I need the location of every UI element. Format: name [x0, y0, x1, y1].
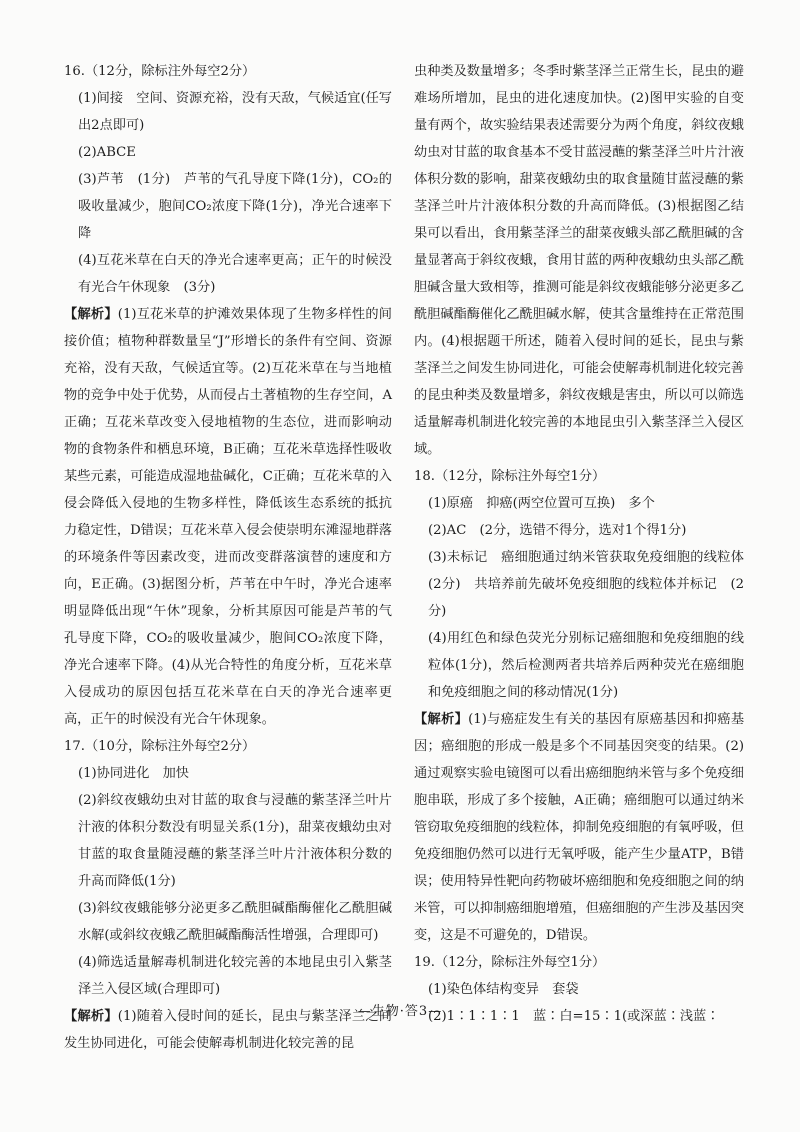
left-paragraph: [64, 733, 392, 760]
right-paragraph: [414, 706, 744, 949]
right-paragraph: [414, 544, 758, 625]
paragraph-text: (1)协同进化 加快: [78, 766, 189, 781]
paragraph-text: (3)芦苇 (1分) 芦苇的气孔导度下降(1分)，CO₂的吸收量减少，胞间CO₂浓度下降(1分)，净光合速率下降: [78, 172, 392, 241]
paragraph-text: (4)互花米草在白天的净光合速率更高；正午的时候没有光合午休现象 (3分): [78, 253, 392, 295]
paragraph-text: 17.（10分，除标注外每空2分）: [64, 739, 256, 754]
analysis-tag: 【解析】: [414, 712, 469, 727]
right-paragraph: [414, 949, 744, 976]
paragraph-text: (4)用红色和绿色荧光分别标记癌细胞和免疫细胞的线粒体(1分)，然后检测两者共培养后两种荧光在癌细胞和免疫细胞之间的移动情况(1分): [428, 631, 744, 700]
page-footer: —生物·答3—: [357, 1004, 443, 1019]
left-paragraph: [64, 58, 392, 85]
left-paragraph: [64, 895, 392, 949]
left-column: [64, 58, 392, 1057]
paragraph-text: 虫种类及数量增多；冬季时紫茎泽兰正常生长，昆虫的避难场所增加，昆虫的进化速度加快。(2)图甲实验的自变量有两个，故实验结果表述需要分为两个角度，斜纹夜蛾幼虫对甘蓝的取食基本不受甘蓝浸蘸的紫茎泽兰叶片汁液体积分数的影响，甜菜夜蛾幼虫的取食量随甘蓝浸蘸的紫茎泽兰叶片汁液体积分数的升高而降低。(3)根据图乙结果可以看出，食用紫茎泽兰的甜菜夜蛾头部乙酰胆碱的含量显著高于斜纹夜蛾，食用甘蓝的两种夜蛾幼虫头部乙酰胆碱含量大致相等，推测可能是斜纹夜蛾能够分泌更多乙酰胆碱酯酶催化乙酰胆碱水解，使其含量维持在正常范围内。(4)根据题干所述，随着入侵时间的延长，昆虫与紫茎泽兰之间发生协同进化，可能会使解毒机制进化较完善的昆虫种类及数量增多，斜纹夜蛾是害虫，所以可以筛选适量解毒机制进化较完善的本地昆虫引入紫茎泽兰入侵区域。: [414, 64, 744, 457]
paragraph-text: (2)AC (2分，选错不得分，选对1个得1分): [428, 523, 687, 538]
left-paragraph: [64, 247, 392, 301]
right-paragraph: [414, 490, 744, 517]
right-paragraph: [414, 517, 744, 544]
right-paragraph: [414, 58, 744, 463]
paragraph-text: (4)筛选适量解毒机制进化较完善的本地昆虫引入紫茎泽兰入侵区域(合理即可): [78, 955, 392, 997]
paragraph-text: (1)与癌症发生有关的基因有原癌基因和抑癌基因；癌细胞的形成一般是多个不同基因突变的结果。(2)通过观察实验电镜图可以看出癌细胞纳米管与多个免疫细胞串联，形成了多个接触，A正确；癌细胞可以通过纳米管窃取免疫细胞的线粒体，抑制免疫细胞的有氧呼吸，但免疫细胞仍然可以进行无氧呼吸，能产生少量ATP，B错误；使用特异性靶向药物破坏癌细胞和免疫细胞之间的纳米管，可以抑制癌细胞增殖，但癌细胞的产生涉及基因突变，这是不可避免的，D错误。: [414, 712, 745, 943]
paragraph-text: (2)斜纹夜蛾幼虫对甘蓝的取食与浸蘸的紫茎泽兰叶片汁液的体积分数没有明显关系(1分)，甜菜夜蛾幼虫对甘蓝的取食量随浸蘸的紫茎泽兰叶片汁液体积分数的升高而降低(1分): [78, 793, 392, 889]
left-paragraph: [64, 949, 392, 1003]
paragraph-text: (2)1∶1∶1∶1 蓝∶白=15∶1(或深蓝∶浅蓝∶: [428, 1009, 720, 1024]
right-paragraph: [414, 976, 744, 1003]
paragraph-text: 19.（12分，除标注外每空1分）: [414, 955, 606, 970]
paragraph-text: 16.（12分，除标注外每空2分）: [64, 64, 256, 79]
paragraph-text: (3)未标记 癌细胞通过纳米管获取免疫细胞的线粒体 (2分) 共培养前先破坏免疫细胞的线粒体并标记 (2分): [428, 550, 758, 619]
paragraph-text: 18.（12分，除标注外每空1分）: [414, 469, 606, 484]
left-paragraph: [64, 301, 392, 733]
left-paragraph: [64, 85, 392, 139]
paragraph-text: (3)斜纹夜蛾能够分泌更多乙酰胆碱酯酶催化乙酰胆碱水解(或斜纹夜蛾乙酰胆碱酯酶活性增强，合理即可): [78, 901, 392, 943]
paragraph-text: (1)原癌 抑癌(两空位置可互换) 多个: [428, 496, 655, 511]
paragraph-text: (1)随着入侵时间的延长，昆虫与紫茎泽兰之间发生协同进化，可能会使解毒机制进化较完善的昆: [64, 1009, 392, 1051]
left-paragraph: [64, 166, 392, 247]
right-paragraph: [414, 463, 744, 490]
left-paragraph: [64, 760, 392, 787]
right-paragraph: [414, 625, 744, 706]
paragraph-text: (1)间接 空间、资源充裕，没有天敌，气候适宜(任写出2点即可): [78, 91, 392, 133]
right-column: [414, 58, 758, 1030]
left-paragraph: [64, 139, 392, 166]
paragraph-text: (1)互花米草的护滩效果体现了生物多样性的间接价值；植物种群数量呈“J”形增长的条件有空间、资源充裕，没有天敌，气候适宜等。(2)互花米草在与当地植物的竞争中处于优势，从而侵占土著植物的生存空间，A正确；互花米草改变入侵地植物的生态位，进而影响动物的食物条件和栖息环境，B正确；互花米草选择性吸收某些元素，可能造成湿地盐碱化，C正确；互花米草的入侵会降低入侵地的生物多样性，降低该生态系统的抵抗力稳定性，D错误；互花米草入侵会使崇明东滩湿地群落的环境条件等因素改变，进而改变群落演替的速度和方向，E正确。(3)据图分析，芦苇在中午时，净光合速率明显降低出现“午休”现象，分析其原因可能是芦苇的气孔导度下降，CO₂的吸收量减少，胞间CO₂浓度下降，净光合速率下降。(4)从光合特性的角度分析，互花米草入侵成功的原因包括互花米草在白天的净光合速率更高，正午的时候没有光合午休现象。: [64, 307, 392, 727]
left-paragraph: [64, 787, 392, 895]
paragraph-text: (1)染色体结构变异 套袋: [428, 982, 579, 997]
analysis-tag: 【解析】: [64, 1009, 118, 1024]
analysis-tag: 【解析】: [64, 307, 118, 322]
paragraph-text: (2)ABCE: [78, 145, 136, 160]
